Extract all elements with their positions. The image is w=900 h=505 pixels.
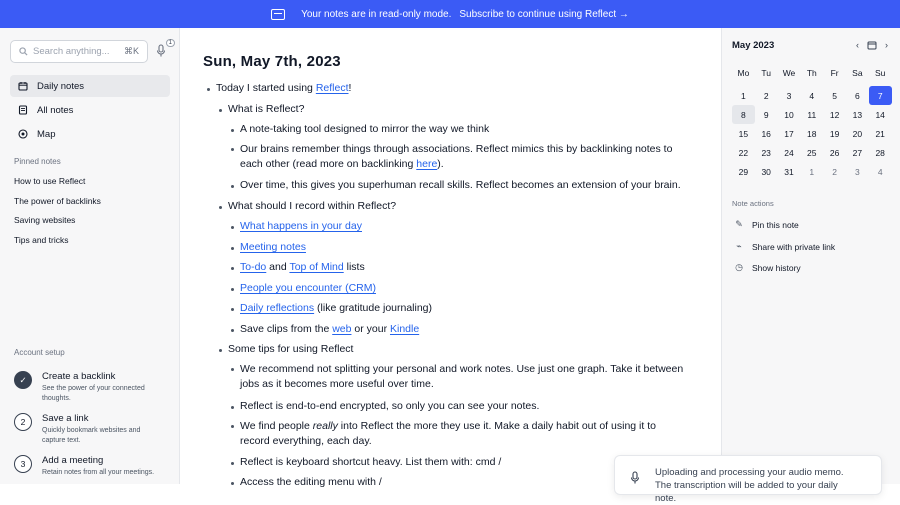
backlink[interactable]: Reflect <box>315 82 349 94</box>
backlink[interactable]: Daily reflections <box>240 302 315 314</box>
calendar-day[interactable]: 3 <box>855 166 860 177</box>
note-line[interactable]: We recommend not splitting your personal and work notes. Use just one graph. Take it between jobs as it becomes more useful over time. <box>240 362 690 392</box>
weekday-header: We <box>782 68 796 78</box>
calendar-day[interactable]: 4 <box>877 166 883 177</box>
calendar-day[interactable]: 24 <box>784 147 794 158</box>
note-line[interactable]: What is Reflect? <box>228 103 305 115</box>
calendar-day[interactable]: 9 <box>763 109 769 120</box>
calendar-day[interactable]: 19 <box>829 128 840 139</box>
setup-step-save-link[interactable] <box>14 413 164 446</box>
nav-item-map[interactable] <box>10 123 170 145</box>
pinned-note[interactable]: The power of backlinks <box>14 195 101 206</box>
note-line[interactable]: What should I record within Reflect? <box>228 200 397 212</box>
italic-text: really <box>312 420 338 432</box>
calendar-day[interactable]: 30 <box>761 166 771 177</box>
backlink[interactable]: What happens in your day <box>240 220 362 232</box>
account-setup-label: Account setup <box>14 348 65 357</box>
backlink[interactable]: To-do <box>240 261 267 273</box>
history-icon: ◷ <box>735 262 743 272</box>
action-label: Pin this note <box>752 219 799 230</box>
calendar-day[interactable]: 6 <box>855 90 860 101</box>
text: lists <box>343 261 365 273</box>
text: into Reflect the more they use it. Make a daily habit out of using it to record everything, each day. <box>240 420 656 447</box>
chevron-left-icon[interactable]: ‹ <box>856 40 859 50</box>
backlink[interactable]: Meeting notes <box>240 241 306 253</box>
backlink[interactable]: Kindle <box>389 323 420 335</box>
pinned-note[interactable]: Tips and tricks <box>14 234 69 245</box>
text: Save clips from the <box>240 323 333 335</box>
step-number-badge: 2 <box>14 413 32 431</box>
calendar-day[interactable]: 23 <box>761 147 771 158</box>
note-line[interactable] <box>240 241 306 253</box>
calendar-day[interactable]: 27 <box>852 147 863 158</box>
calendar-day[interactable]: 21 <box>875 128 885 139</box>
read-only-banner <box>0 0 900 28</box>
right-panel <box>721 28 900 484</box>
backlink[interactable]: People you encounter (CRM) <box>240 282 376 294</box>
banner-text: Your notes are in read-only mode. <box>301 8 452 20</box>
calendar-day[interactable]: 12 <box>829 109 840 120</box>
nav-item-all-notes[interactable] <box>10 99 170 121</box>
note-line[interactable] <box>240 261 365 273</box>
text: or your <box>351 323 390 335</box>
text: ). <box>437 158 444 170</box>
text: Some tips for using Reflect <box>228 343 354 355</box>
calendar-month-title: May 2023 <box>732 40 775 51</box>
nav-label: Map <box>37 128 56 140</box>
share-link-button[interactable] <box>734 241 835 252</box>
pinned-notes-list <box>14 175 174 253</box>
calendar-day[interactable]: 28 <box>875 147 885 158</box>
text: ! <box>348 82 352 94</box>
notes-icon <box>18 105 28 115</box>
calendar-day[interactable]: 20 <box>852 128 863 139</box>
calendar-day[interactable]: 14 <box>875 109 885 120</box>
calendar-day[interactable]: 4 <box>809 90 815 101</box>
note-line[interactable] <box>240 282 376 294</box>
note-line[interactable] <box>216 82 351 94</box>
action-label: Show history <box>752 262 801 273</box>
calendar-day[interactable]: 3 <box>786 90 792 101</box>
calendar-day[interactable]: 31 <box>784 166 794 177</box>
pin-icon: ✎ <box>735 219 743 229</box>
setup-step-add-meeting[interactable] <box>14 455 164 478</box>
link-icon: ⌁ <box>736 241 742 251</box>
calendar-grid <box>732 66 892 181</box>
calendar-day[interactable]: 11 <box>807 109 817 120</box>
calendar-day[interactable]: 18 <box>807 128 817 139</box>
note-line[interactable] <box>228 343 353 355</box>
calendar-day[interactable]: 8 <box>732 105 755 124</box>
note-line[interactable]: Access the editing menu with / <box>240 476 382 488</box>
setup-step-desc: Retain notes from all your meetings. <box>42 469 155 476</box>
text: and <box>266 261 290 273</box>
search-shortcut: ⌘K <box>123 46 139 56</box>
page-title: Sun, May 7th, 2023 <box>203 53 341 70</box>
note-line[interactable]: Over time, this gives you superhuman recall skills. Reflect becomes an extension of your brain. <box>240 179 681 191</box>
search-placeholder: Search anything... <box>33 46 110 57</box>
text: Today I started using <box>216 82 316 94</box>
calendar-day[interactable]: 16 <box>761 128 771 139</box>
map-icon <box>18 129 28 139</box>
note-line[interactable] <box>240 323 419 335</box>
note-line[interactable] <box>240 419 680 449</box>
card-icon <box>271 9 285 20</box>
note-editor[interactable] <box>180 28 721 488</box>
text: We find people <box>240 420 313 432</box>
calendar-day[interactable]: 13 <box>852 109 863 120</box>
text: (like gratitude journaling) <box>314 302 433 314</box>
calendar-day[interactable]: 2 <box>763 90 769 101</box>
text: Our brains remember things through associations. Reflect mimics this by backlinking notes to each other (read more on backlinking <box>240 143 673 170</box>
calendar-day[interactable]: 5 <box>832 90 837 101</box>
calendar-day[interactable]: 1 <box>741 90 746 101</box>
calendar-day[interactable]: 7 <box>869 86 892 105</box>
note-line[interactable] <box>240 302 432 314</box>
calendar-day[interactable]: 15 <box>738 128 749 139</box>
setup-step-desc: Quickly bookmark websites and capture text. <box>42 427 141 444</box>
calendar-nav <box>856 40 888 50</box>
calendar-day[interactable]: 1 <box>809 166 815 177</box>
backlink[interactable]: here <box>416 158 438 170</box>
note-line[interactable]: Reflect is end-to-end encrypted, so only you can see your notes. <box>240 400 540 412</box>
sidebar <box>0 28 180 484</box>
weekday-header: Tu <box>761 68 771 78</box>
search-input[interactable] <box>10 40 148 63</box>
note-line[interactable]: Reflect is keyboard shortcut heavy. List them with: cmd / <box>240 456 502 468</box>
setup-step-desc: See the power of your connected thoughts. <box>42 385 145 402</box>
weekday-header: Fr <box>830 68 839 78</box>
calendar-day[interactable]: 17 <box>784 128 794 139</box>
microphone-icon <box>155 44 167 58</box>
calendar-day[interactable]: 25 <box>807 147 817 158</box>
backlink[interactable]: web <box>332 323 352 335</box>
weekday-header: Th <box>806 68 817 78</box>
calendar-day[interactable]: 10 <box>784 109 794 120</box>
nav-label: All notes <box>37 104 74 116</box>
main-nav <box>10 75 170 147</box>
toast-message: Uploading and processing your audio memo. The transcription will be added to your daily note. <box>655 467 844 504</box>
weekday-header: Su <box>874 68 886 78</box>
weekday-header: Mo <box>737 68 750 78</box>
check-icon: ✓ <box>14 371 32 389</box>
calendar-day[interactable]: 2 <box>832 166 837 177</box>
pinned-note[interactable]: How to use Reflect <box>14 176 86 186</box>
chevron-right-icon[interactable]: › <box>885 40 888 50</box>
search-icon <box>19 47 28 56</box>
calendar-day[interactable]: 29 <box>738 166 749 177</box>
setup-step-title: Add a meeting <box>42 455 104 466</box>
audio-upload-toast <box>614 455 882 504</box>
calendar-day[interactable]: 26 <box>829 147 840 158</box>
pinned-notes-label: Pinned notes <box>14 157 61 166</box>
show-history-button[interactable] <box>734 262 801 273</box>
note-line[interactable] <box>240 142 687 172</box>
voice-memo-button[interactable] <box>155 40 172 60</box>
nav-label: Daily notes <box>37 80 84 92</box>
setup-step-title: Create a backlink <box>42 371 116 382</box>
setup-step-title: Save a link <box>42 413 89 424</box>
pinned-note[interactable]: Saving websites <box>14 215 76 225</box>
weekday-header: Sa <box>852 68 863 78</box>
note-line[interactable]: A note-taking tool designed to mirror the way we think <box>240 123 490 135</box>
voice-memo-count-badge: 1 <box>166 39 175 47</box>
setup-step-create-backlink[interactable] <box>14 371 164 404</box>
calendar-icon <box>18 81 28 91</box>
microphone-icon <box>629 470 641 486</box>
today-calendar-icon[interactable] <box>867 40 877 50</box>
nav-item-daily-notes[interactable] <box>10 75 170 97</box>
action-label: Share with private link <box>752 241 836 252</box>
note-line[interactable] <box>240 220 362 232</box>
note-actions-label: Note actions <box>732 199 774 208</box>
backlink[interactable]: Top of Mind <box>289 261 344 273</box>
step-number-badge: 3 <box>14 455 32 473</box>
pin-note-button[interactable] <box>734 219 799 230</box>
calendar-day[interactable]: 22 <box>738 147 749 158</box>
subscribe-link[interactable]: Subscribe to continue using Reflect → <box>459 8 629 20</box>
